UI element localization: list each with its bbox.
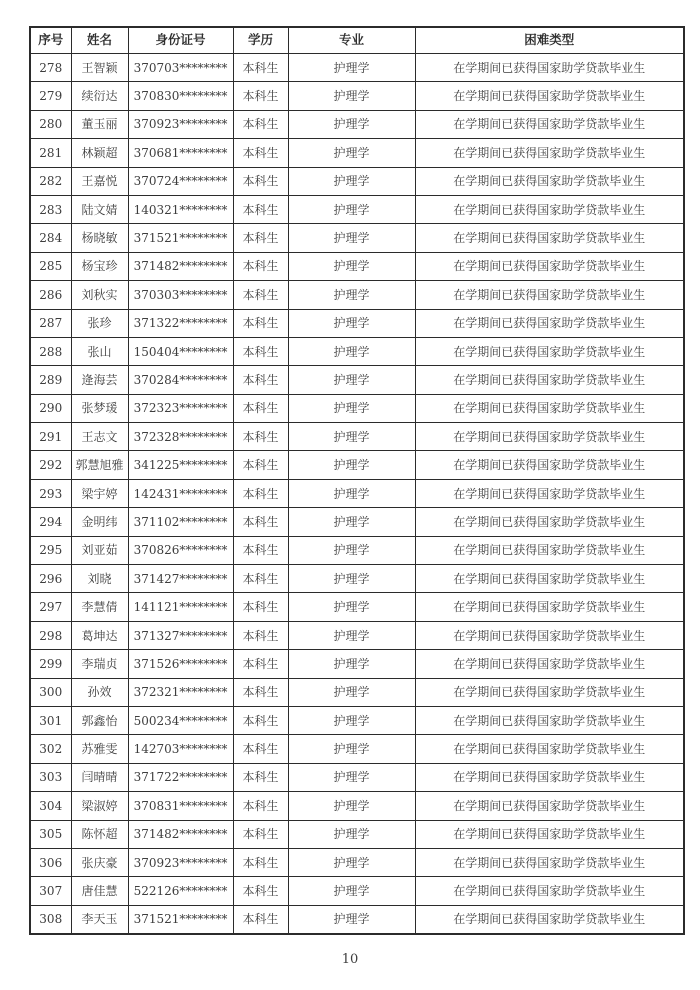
row-index-cell: 299 — [30, 650, 71, 678]
major-cell: 护理学 — [288, 536, 415, 564]
id-number-cell: 370703******** — [128, 54, 233, 82]
id-number-cell: 371322******** — [128, 309, 233, 337]
row-index-cell: 296 — [30, 565, 71, 593]
difficulty-type-cell: 在学期间已获得国家助学贷款毕业生 — [415, 877, 684, 905]
name-cell: 梁宇婷 — [71, 479, 128, 507]
difficulty-type-cell: 在学期间已获得国家助学贷款毕业生 — [415, 905, 684, 934]
major-cell: 护理学 — [288, 735, 415, 763]
row-index-cell: 280 — [30, 110, 71, 138]
column-header: 困难类型 — [415, 27, 684, 54]
education-cell: 本科生 — [233, 423, 288, 451]
table-row — [30, 650, 684, 678]
id-number-cell: 370923******** — [128, 848, 233, 876]
row-index-cell: 278 — [30, 54, 71, 82]
difficulty-type-cell: 在学期间已获得国家助学贷款毕业生 — [415, 110, 684, 138]
id-number-cell: 522126******** — [128, 877, 233, 905]
name-cell: 续衍达 — [71, 82, 128, 110]
education-cell: 本科生 — [233, 565, 288, 593]
education-cell: 本科生 — [233, 536, 288, 564]
education-cell: 本科生 — [233, 735, 288, 763]
row-index-cell: 295 — [30, 536, 71, 564]
table-row — [30, 224, 684, 252]
major-cell: 护理学 — [288, 139, 415, 167]
column-header: 序号 — [30, 27, 71, 54]
major-cell: 护理学 — [288, 848, 415, 876]
id-number-cell: 500234******** — [128, 706, 233, 734]
column-header: 专业 — [288, 27, 415, 54]
row-index-cell: 308 — [30, 905, 71, 934]
name-cell: 闫晴晴 — [71, 763, 128, 791]
name-cell: 杨晓敏 — [71, 224, 128, 252]
education-cell: 本科生 — [233, 366, 288, 394]
table-row — [30, 508, 684, 536]
id-number-cell: 142431******** — [128, 479, 233, 507]
major-cell: 护理学 — [288, 281, 415, 309]
id-number-cell: 371521******** — [128, 905, 233, 934]
id-number-cell: 371722******** — [128, 763, 233, 791]
education-cell: 本科生 — [233, 54, 288, 82]
id-number-cell: 141121******** — [128, 593, 233, 621]
row-index-cell: 289 — [30, 366, 71, 394]
difficulty-type-cell: 在学期间已获得国家助学贷款毕业生 — [415, 621, 684, 649]
major-cell: 护理学 — [288, 309, 415, 337]
major-cell: 护理学 — [288, 508, 415, 536]
education-cell: 本科生 — [233, 848, 288, 876]
major-cell: 护理学 — [288, 650, 415, 678]
education-cell: 本科生 — [233, 479, 288, 507]
education-cell: 本科生 — [233, 763, 288, 791]
id-number-cell: 371327******** — [128, 621, 233, 649]
major-cell: 护理学 — [288, 224, 415, 252]
row-index-cell: 285 — [30, 252, 71, 280]
id-number-cell: 372328******** — [128, 423, 233, 451]
name-cell: 杨宝珍 — [71, 252, 128, 280]
table-row — [30, 593, 684, 621]
row-index-cell: 290 — [30, 394, 71, 422]
id-number-cell: 370681******** — [128, 139, 233, 167]
id-number-cell: 140321******** — [128, 195, 233, 223]
education-cell: 本科生 — [233, 139, 288, 167]
id-number-cell: 371526******** — [128, 650, 233, 678]
table-body — [30, 54, 684, 935]
major-cell: 护理学 — [288, 82, 415, 110]
row-index-cell: 306 — [30, 848, 71, 876]
id-number-cell: 371427******** — [128, 565, 233, 593]
id-number-cell: 372321******** — [128, 678, 233, 706]
row-index-cell: 292 — [30, 451, 71, 479]
id-number-cell: 150404******** — [128, 337, 233, 365]
row-index-cell: 294 — [30, 508, 71, 536]
difficulty-type-cell: 在学期间已获得国家助学贷款毕业生 — [415, 167, 684, 195]
education-cell: 本科生 — [233, 451, 288, 479]
table-row — [30, 195, 684, 223]
table-header-row — [30, 27, 684, 54]
difficulty-type-cell: 在学期间已获得国家助学贷款毕业生 — [415, 82, 684, 110]
table-row — [30, 167, 684, 195]
education-cell: 本科生 — [233, 309, 288, 337]
table-row — [30, 877, 684, 905]
name-cell: 李天玉 — [71, 905, 128, 934]
difficulty-type-cell: 在学期间已获得国家助学贷款毕业生 — [415, 479, 684, 507]
row-index-cell: 293 — [30, 479, 71, 507]
major-cell: 护理学 — [288, 54, 415, 82]
difficulty-type-cell: 在学期间已获得国家助学贷款毕业生 — [415, 252, 684, 280]
name-cell: 林颖超 — [71, 139, 128, 167]
row-index-cell: 291 — [30, 423, 71, 451]
name-cell: 张珍 — [71, 309, 128, 337]
id-number-cell: 371521******** — [128, 224, 233, 252]
id-number-cell: 370830******** — [128, 82, 233, 110]
education-cell: 本科生 — [233, 905, 288, 934]
major-cell: 护理学 — [288, 820, 415, 848]
name-cell: 李瑞贞 — [71, 650, 128, 678]
table-row — [30, 905, 684, 934]
table-row — [30, 82, 684, 110]
table-row — [30, 139, 684, 167]
name-cell: 陈怀超 — [71, 820, 128, 848]
name-cell: 王嘉悦 — [71, 167, 128, 195]
difficulty-type-cell: 在学期间已获得国家助学贷款毕业生 — [415, 820, 684, 848]
major-cell: 护理学 — [288, 792, 415, 820]
row-index-cell: 298 — [30, 621, 71, 649]
table-row — [30, 309, 684, 337]
difficulty-type-cell: 在学期间已获得国家助学贷款毕业生 — [415, 423, 684, 451]
name-cell: 孙效 — [71, 678, 128, 706]
row-index-cell: 297 — [30, 593, 71, 621]
column-header: 学历 — [233, 27, 288, 54]
table-row — [30, 820, 684, 848]
major-cell: 护理学 — [288, 423, 415, 451]
major-cell: 护理学 — [288, 337, 415, 365]
education-cell: 本科生 — [233, 167, 288, 195]
education-cell: 本科生 — [233, 650, 288, 678]
name-cell: 郭鑫怡 — [71, 706, 128, 734]
name-cell: 张梦瑗 — [71, 394, 128, 422]
name-cell: 董玉丽 — [71, 110, 128, 138]
table-row — [30, 706, 684, 734]
table-row — [30, 281, 684, 309]
major-cell: 护理学 — [288, 167, 415, 195]
table-row — [30, 621, 684, 649]
education-cell: 本科生 — [233, 593, 288, 621]
education-cell: 本科生 — [233, 195, 288, 223]
education-cell: 本科生 — [233, 252, 288, 280]
education-cell: 本科生 — [233, 678, 288, 706]
name-cell: 刘亚茹 — [71, 536, 128, 564]
major-cell: 护理学 — [288, 706, 415, 734]
name-cell: 梁淑婷 — [71, 792, 128, 820]
row-index-cell: 304 — [30, 792, 71, 820]
name-cell: 唐佳慧 — [71, 877, 128, 905]
name-cell: 金明纬 — [71, 508, 128, 536]
major-cell: 护理学 — [288, 763, 415, 791]
row-index-cell: 284 — [30, 224, 71, 252]
major-cell: 护理学 — [288, 565, 415, 593]
name-cell: 李慧倩 — [71, 593, 128, 621]
difficulty-type-cell: 在学期间已获得国家助学贷款毕业生 — [415, 508, 684, 536]
table-row — [30, 110, 684, 138]
difficulty-type-cell: 在学期间已获得国家助学贷款毕业生 — [415, 536, 684, 564]
name-cell: 王志文 — [71, 423, 128, 451]
name-cell: 王智颖 — [71, 54, 128, 82]
education-cell: 本科生 — [233, 621, 288, 649]
major-cell: 护理学 — [288, 678, 415, 706]
table-row — [30, 735, 684, 763]
difficulty-type-cell: 在学期间已获得国家助学贷款毕业生 — [415, 139, 684, 167]
difficulty-type-cell: 在学期间已获得国家助学贷款毕业生 — [415, 195, 684, 223]
difficulty-type-cell: 在学期间已获得国家助学贷款毕业生 — [415, 54, 684, 82]
difficulty-type-cell: 在学期间已获得国家助学贷款毕业生 — [415, 451, 684, 479]
row-index-cell: 286 — [30, 281, 71, 309]
table-row — [30, 479, 684, 507]
row-index-cell: 305 — [30, 820, 71, 848]
page-number: 10 — [341, 952, 359, 967]
education-cell: 本科生 — [233, 508, 288, 536]
table-row — [30, 337, 684, 365]
id-number-cell: 371482******** — [128, 820, 233, 848]
name-cell: 郭慧旭雅 — [71, 451, 128, 479]
row-index-cell: 300 — [30, 678, 71, 706]
name-cell: 陆文婧 — [71, 195, 128, 223]
major-cell: 护理学 — [288, 394, 415, 422]
major-cell: 护理学 — [288, 877, 415, 905]
student-aid-table — [29, 26, 685, 935]
table-row — [30, 366, 684, 394]
major-cell: 护理学 — [288, 252, 415, 280]
education-cell: 本科生 — [233, 82, 288, 110]
major-cell: 护理学 — [288, 110, 415, 138]
id-number-cell: 370923******** — [128, 110, 233, 138]
row-index-cell: 283 — [30, 195, 71, 223]
difficulty-type-cell: 在学期间已获得国家助学贷款毕业生 — [415, 309, 684, 337]
row-index-cell: 303 — [30, 763, 71, 791]
row-index-cell: 302 — [30, 735, 71, 763]
id-number-cell: 371482******** — [128, 252, 233, 280]
row-index-cell: 301 — [30, 706, 71, 734]
table-row — [30, 763, 684, 791]
difficulty-type-cell: 在学期间已获得国家助学贷款毕业生 — [415, 678, 684, 706]
row-index-cell: 307 — [30, 877, 71, 905]
difficulty-type-cell: 在学期间已获得国家助学贷款毕业生 — [415, 394, 684, 422]
education-cell: 本科生 — [233, 820, 288, 848]
name-cell: 刘晓 — [71, 565, 128, 593]
difficulty-type-cell: 在学期间已获得国家助学贷款毕业生 — [415, 366, 684, 394]
table-row — [30, 252, 684, 280]
education-cell: 本科生 — [233, 792, 288, 820]
id-number-cell: 370724******** — [128, 167, 233, 195]
difficulty-type-cell: 在学期间已获得国家助学贷款毕业生 — [415, 224, 684, 252]
education-cell: 本科生 — [233, 877, 288, 905]
name-cell: 葛坤达 — [71, 621, 128, 649]
major-cell: 护理学 — [288, 621, 415, 649]
education-cell: 本科生 — [233, 281, 288, 309]
row-index-cell: 281 — [30, 139, 71, 167]
name-cell: 逄海芸 — [71, 366, 128, 394]
table-row — [30, 394, 684, 422]
difficulty-type-cell: 在学期间已获得国家助学贷款毕业生 — [415, 281, 684, 309]
name-cell: 苏雅雯 — [71, 735, 128, 763]
difficulty-type-cell: 在学期间已获得国家助学贷款毕业生 — [415, 763, 684, 791]
id-number-cell: 370826******** — [128, 536, 233, 564]
row-index-cell: 282 — [30, 167, 71, 195]
table-row — [30, 678, 684, 706]
name-cell: 刘秋实 — [71, 281, 128, 309]
education-cell: 本科生 — [233, 337, 288, 365]
education-cell: 本科生 — [233, 224, 288, 252]
table-row — [30, 848, 684, 876]
major-cell: 护理学 — [288, 451, 415, 479]
table-row — [30, 451, 684, 479]
id-number-cell: 370831******** — [128, 792, 233, 820]
major-cell: 护理学 — [288, 593, 415, 621]
column-header: 身份证号 — [128, 27, 233, 54]
id-number-cell: 370303******** — [128, 281, 233, 309]
id-number-cell: 372323******** — [128, 394, 233, 422]
difficulty-type-cell: 在学期间已获得国家助学贷款毕业生 — [415, 565, 684, 593]
major-cell: 护理学 — [288, 905, 415, 934]
table-row — [30, 565, 684, 593]
difficulty-type-cell: 在学期间已获得国家助学贷款毕业生 — [415, 593, 684, 621]
difficulty-type-cell: 在学期间已获得国家助学贷款毕业生 — [415, 337, 684, 365]
difficulty-type-cell: 在学期间已获得国家助学贷款毕业生 — [415, 848, 684, 876]
table-row — [30, 792, 684, 820]
major-cell: 护理学 — [288, 479, 415, 507]
difficulty-type-cell: 在学期间已获得国家助学贷款毕业生 — [415, 706, 684, 734]
id-number-cell: 371102******** — [128, 508, 233, 536]
difficulty-type-cell: 在学期间已获得国家助学贷款毕业生 — [415, 735, 684, 763]
row-index-cell: 288 — [30, 337, 71, 365]
major-cell: 护理学 — [288, 195, 415, 223]
difficulty-type-cell: 在学期间已获得国家助学贷款毕业生 — [415, 792, 684, 820]
id-number-cell: 370284******** — [128, 366, 233, 394]
table-row — [30, 536, 684, 564]
table-row — [30, 423, 684, 451]
column-header: 姓名 — [71, 27, 128, 54]
id-number-cell: 341225******** — [128, 451, 233, 479]
id-number-cell: 142703******** — [128, 735, 233, 763]
education-cell: 本科生 — [233, 706, 288, 734]
name-cell: 张庆豪 — [71, 848, 128, 876]
difficulty-type-cell: 在学期间已获得国家助学贷款毕业生 — [415, 650, 684, 678]
major-cell: 护理学 — [288, 366, 415, 394]
education-cell: 本科生 — [233, 394, 288, 422]
row-index-cell: 287 — [30, 309, 71, 337]
education-cell: 本科生 — [233, 110, 288, 138]
row-index-cell: 279 — [30, 82, 71, 110]
table-row — [30, 54, 684, 82]
name-cell: 张山 — [71, 337, 128, 365]
